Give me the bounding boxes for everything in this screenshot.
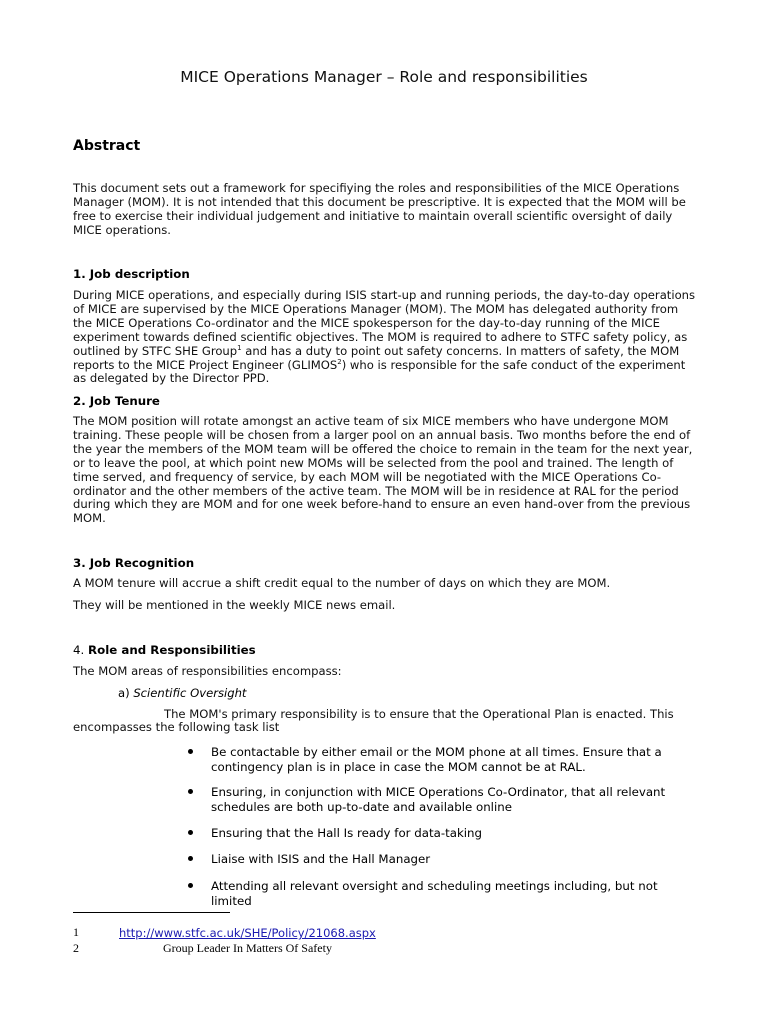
list-item-text: Ensuring that the Hall Is ready for data-taking <box>211 826 483 840</box>
abstract-heading: Abstract <box>73 138 141 154</box>
section3-text-1: A MOM tenure will accrue a shift credit equal to the number of days on which they are MOM. <box>73 576 611 590</box>
abstract-text: This document sets out a framework for specifiying the roles and responsibilities of the MICE Operations Manager (MOM). It is not intended that this document be prescriptive. It is expected that the MOM will be free to exercise their individual judgement and initiative to maintain overall scientific oversight of daily MICE operations. <box>73 181 686 237</box>
subsection-a-text-line1: The MOM's primary responsibility is to ensure that the Operational Plan is enacted. This <box>164 707 674 721</box>
footnote-ref-2: 2 <box>337 357 342 366</box>
subsection-a-heading <box>118 686 246 700</box>
bullet-dot-icon <box>188 789 193 794</box>
document-title: MICE Operations Manager – Role and responsibilities <box>180 68 588 86</box>
footnote-separator <box>73 912 230 913</box>
section3-text-2: They will be mentioned in the weekly MICE news email. <box>73 598 396 612</box>
section1-text-part1: During MICE operations, and especially during ISIS start-up and running periods, the day-to-day operations of MICE are supervised by the MICE Operations Manager (MOM). The MOM has delegated authority from the MICE Operations Co-ordinator and the MICE spokesperson for the day-to-day running of the MICE experiment towards defined scientific objectives. The MOM is required to adhere to STFC safety policy, as outlined by STFC SHE Group <box>73 288 696 358</box>
footnote-2-text: Group Leader In Matters Of Safety <box>163 941 332 955</box>
bullet-dot-icon <box>188 856 193 861</box>
footnote-1-link[interactable]: http://www.stfc.ac.uk/SHE/Policy/21068.aspx <box>119 926 376 940</box>
section1-text-part3: ) who is responsible for the safe conduct of the experiment as delegated by the Director PPD. <box>73 357 686 386</box>
section4-number: 4. <box>73 643 89 657</box>
section2-text: The MOM position will rotate amongst an active team of six MICE members who have undergone MOM training. These people will be chosen from a larger pool on an annual basis. Two months before the end of the year the members of the MOM team will be offered the choice to remain in the team for the next year, or to leave the pool, at which point new MOMs will be selected from the pool and trained. The length of time served, and frequency of service, by each MOM will be negotiated with the MICE Operations Co-ordinator and the other members of the active team. The MOM will be in residence at RAL for the period during which they are MOM and for one week before-hand to ensure an even hand-over from the previous MOM. <box>73 414 693 526</box>
section4-heading <box>73 643 256 657</box>
section1-text <box>73 289 698 386</box>
bullet-dot-icon <box>188 830 193 835</box>
footnote-ref-1: 1 <box>237 343 242 352</box>
section2-heading: 2. Job Tenure <box>73 394 160 408</box>
subsection-a-title: Scientific Oversight <box>133 686 247 700</box>
section4-intro: The MOM areas of responsibilities encompass: <box>73 664 342 678</box>
subsection-a-label: a) <box>118 686 134 700</box>
section1-text-part2: and has a duty to point out safety concerns. In matters of safety, the MOM reports to the MICE Project Engineer (GLIMOS <box>73 343 680 372</box>
list-item-text: Liaise with ISIS and the Hall Manager <box>211 852 431 866</box>
section1-heading: 1. Job description <box>73 267 190 281</box>
section4-title: Role and Responsibilities <box>88 643 256 657</box>
bullet-dot-icon <box>188 883 193 888</box>
footnote-1-number: 1 <box>73 925 79 939</box>
bullet-dot-icon <box>188 749 193 754</box>
footnote-2-number: 2 <box>73 941 79 955</box>
subsection-a-text-line2: encompasses the following task list <box>73 720 280 734</box>
list-item-text: Attending all relevant oversight and scheduling meetings including, but not limited <box>211 879 658 908</box>
section3-heading: 3. Job Recognition <box>73 556 195 570</box>
list-item-text: Ensuring, in conjunction with MICE Operations Co-Ordinator, that all relevant schedules are both up-to-date and available online <box>211 785 666 814</box>
list-item-text: Be contactable by either email or the MOM phone at all times. Ensure that a contingency plan is in place in case the MOM cannot be at RAL. <box>211 745 662 774</box>
